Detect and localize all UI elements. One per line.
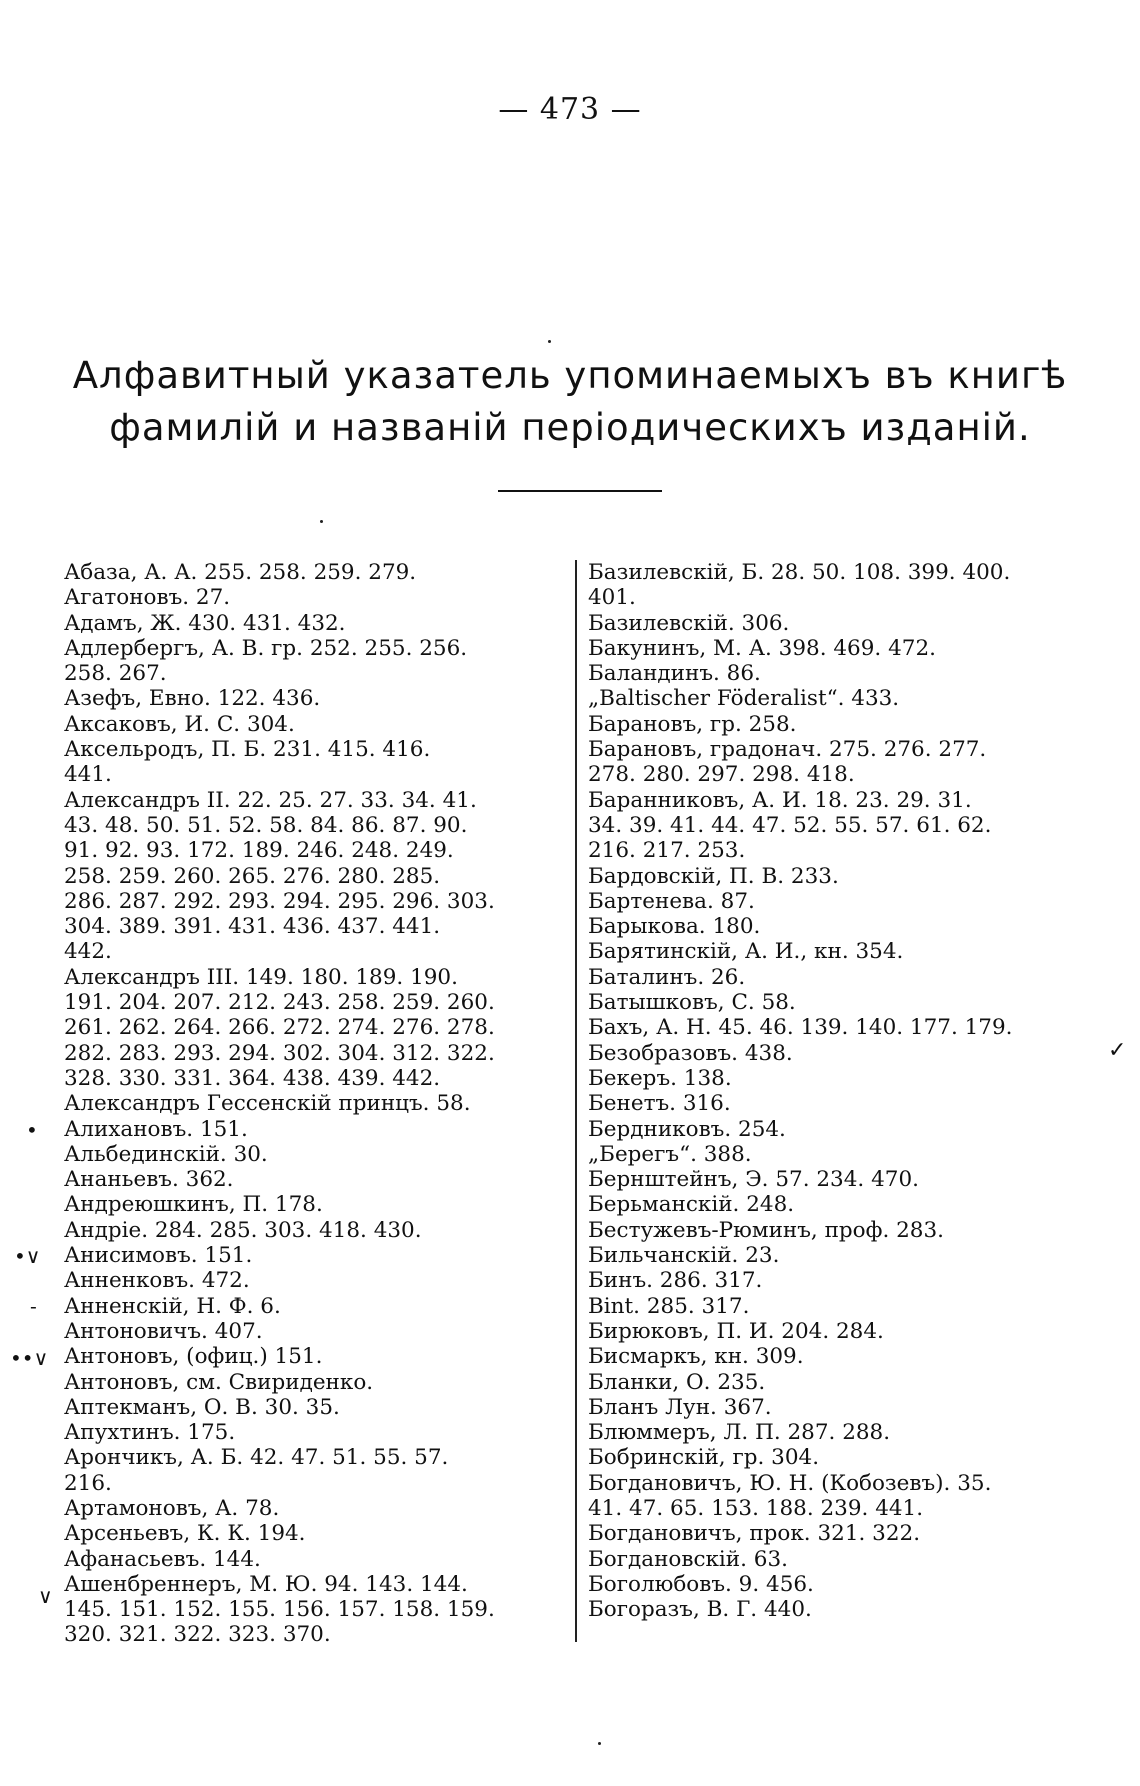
index-entry: Бердниковъ. 254. (588, 1116, 786, 1142)
index-entry: Алихановъ. 151. (64, 1116, 248, 1142)
index-entry: „Baltischer Föderalist“. 433. (588, 686, 900, 712)
index-entry: Базилевскій. 306. (588, 610, 790, 636)
index-entry: 320. 321. 322. 323. 370. (64, 1622, 331, 1648)
index-entry: Арсеньевъ, К. К. 194. (64, 1521, 306, 1547)
index-entry: Александръ II. 22. 25. 27. 33. 34. 41. (64, 787, 477, 813)
index-entry: 34. 39. 41. 44. 47. 52. 55. 57. 61. 62. (588, 812, 992, 838)
index-entry: Александръ Гессенскій принцъ. 58. (64, 1091, 471, 1117)
index-entry: 282. 283. 293. 294. 302. 304. 312. 322. (64, 1040, 495, 1066)
index-entry: Берьманскій. 248. (588, 1192, 795, 1218)
index-entry: Бобринскій, гр. 304. (588, 1445, 820, 1471)
margin-mark: ••∨ (10, 1346, 49, 1370)
index-entry: 191. 204. 207. 212. 243. 258. 259. 260. (64, 990, 495, 1016)
index-entry: Анненскій, Н. Ф. 6. (64, 1293, 281, 1319)
index-entry: Богдановичъ, прок. 321. 322. (588, 1521, 921, 1547)
scan-speck (320, 520, 323, 523)
index-entry: Бенетъ. 316. (588, 1091, 731, 1117)
index-entry: Бестужевъ-Рюминъ, проф. 283. (588, 1217, 944, 1243)
index-entry: 216. (64, 1470, 112, 1496)
index-entry: Барановъ, гр. 258. (588, 711, 797, 737)
index-entry: Барыкова. 180. (588, 914, 761, 940)
index-entry: Bint. 285. 317. (588, 1293, 750, 1319)
index-entry: Андріе. 284. 285. 303. 418. 430. (64, 1217, 422, 1243)
index-entry: Афанасьевъ. 144. (64, 1546, 261, 1572)
index-entry: 286. 287. 292. 293. 294. 295. 296. 303. (64, 888, 495, 914)
title-line-2: фамилій и названій періодическихъ изданій. (109, 406, 1031, 449)
index-entry: Азефъ, Евно. 122. 436. (64, 686, 321, 712)
index-entry: Барановъ, градонач. 275. 276. 277. (588, 737, 987, 763)
index-entry: Ашенбреннеръ, М. Ю. 94. 143. 144. (64, 1571, 468, 1597)
index-entry: Артамоновъ, А. 78. (64, 1495, 280, 1521)
index-entry: Бахъ, А. Н. 45. 46. 139. 140. 177. 179. (588, 1015, 1013, 1041)
index-entry: Бильчанскій. 23. (588, 1243, 780, 1269)
index-entry: 41. 47. 65. 153. 188. 239. 441. (588, 1495, 924, 1521)
index-entry: Баталинъ. 26. (588, 964, 746, 990)
index-entry: Бардовскій, П. В. 233. (588, 863, 839, 889)
index-entry: Адлербергъ, А. В. гр. 252. 255. 256. (64, 635, 468, 661)
index-entry: Апухтинъ. 175. (64, 1420, 236, 1446)
index-entry: Александръ III. 149. 180. 189. 190. (64, 964, 458, 990)
index-entry: Бисмаркъ, кн. 309. (588, 1344, 804, 1370)
index-entry: Ананьевъ. 362. (64, 1167, 234, 1193)
index-entry: 401. (588, 585, 636, 611)
index-entry: Богоразъ, В. Г. 440. (588, 1597, 812, 1623)
index-entry: Аптекманъ, О. В. 30. 35. (64, 1394, 340, 1420)
index-entry: Безобразовъ. 438. (588, 1040, 793, 1066)
column-divider (575, 560, 577, 1642)
index-entry: Абаза, А. А. 255. 258. 259. 279. (64, 560, 417, 585)
index-entry: Бернштейнъ, Э. 57. 234. 470. (588, 1167, 919, 1193)
scan-speck (548, 340, 551, 343)
index-entry: Баранниковъ, А. И. 18. 23. 29. 31. (588, 787, 972, 813)
index-entry: Андреюшкинъ, П. 178. (64, 1192, 323, 1218)
index-entry: 258. 259. 260. 265. 276. 280. 285. (64, 863, 441, 889)
index-column-right (588, 560, 1098, 1622)
index-entry: Баландинъ. 86. (588, 661, 761, 687)
page-title (0, 350, 1140, 454)
margin-mark: ✓ (1108, 1038, 1127, 1063)
index-entry: Бартенева. 87. (588, 888, 755, 914)
title-line-1: Алфавитный указатель упоминаемыхъ въ книгѣ (72, 354, 1068, 397)
index-entry: Аксельродъ, П. Б. 231. 415. 416. (64, 737, 431, 763)
index-entry: 145. 151. 152. 155. 156. 157. 158. 159. (64, 1597, 495, 1623)
index-entry: 328. 330. 331. 364. 438. 439. 442. (64, 1065, 441, 1091)
index-entry: Агатоновъ. 27. (64, 585, 231, 611)
page-number: — 473 — (498, 92, 642, 127)
index-entry: Аксаковъ, И. С. 304. (64, 711, 295, 737)
index-entry: Бланъ Лун. 367. (588, 1394, 772, 1420)
index-entry: 441. (64, 762, 112, 788)
index-entry: 304. 389. 391. 431. 436. 437. 441. (64, 914, 441, 940)
index-entry: Антоновичъ. 407. (64, 1318, 263, 1344)
index-entry: Боголюбовъ. 9. 456. (588, 1571, 814, 1597)
margin-mark: ∨ (38, 1584, 53, 1608)
index-entry: 278. 280. 297. 298. 418. (588, 762, 855, 788)
index-entry: Альбединскій. 30. (64, 1141, 268, 1167)
index-column-left (64, 560, 564, 1648)
index-entry: Богдановскій. 63. (588, 1546, 788, 1572)
margin-mark: - (30, 1294, 37, 1318)
scan-speck (598, 1742, 601, 1745)
index-entry: Анненковъ. 472. (64, 1268, 250, 1294)
title-rule (498, 490, 662, 492)
index-entry: 43. 48. 50. 51. 52. 58. 84. 86. 87. 90. (64, 812, 468, 838)
index-entry: 91. 92. 93. 172. 189. 246. 248. 249. (64, 838, 454, 864)
index-entry: Блюммеръ, Л. П. 287. 288. (588, 1420, 891, 1446)
index-entry: Бланки, О. 235. (588, 1369, 766, 1395)
index-entry: Бинъ. 286. 317. (588, 1268, 763, 1294)
index-entry: Антоновъ, см. Свириденко. (64, 1369, 374, 1395)
index-entry: Батышковъ, С. 58. (588, 990, 796, 1016)
index-entry: Барятинскій, А. И., кн. 354. (588, 939, 904, 965)
index-entry: Анисимовъ. 151. (64, 1243, 253, 1269)
index-entry: 442. (64, 939, 112, 965)
index-entry: Бакунинъ, М. А. 398. 469. 472. (588, 635, 936, 661)
index-entry: 258. 267. (64, 661, 167, 687)
index-entry: Арончикъ, А. Б. 42. 47. 51. 55. 57. (64, 1445, 449, 1471)
index-entry: Богдановичъ, Ю. Н. (Кобозевъ). 35. (588, 1470, 992, 1496)
margin-mark: • (26, 1118, 38, 1142)
index-entry: 261. 262. 264. 266. 272. 274. 276. 278. (64, 1015, 495, 1041)
index-entry: „Берегъ“. 388. (588, 1141, 752, 1167)
index-entry: 216. 217. 253. (588, 838, 746, 864)
index-entry: Бекеръ. 138. (588, 1065, 732, 1091)
index-entry: Адамъ, Ж. 430. 431. 432. (64, 610, 346, 636)
index-entry: Бирюковъ, П. И. 204. 284. (588, 1318, 884, 1344)
index-entry: Антоновъ, (офиц.) 151. (64, 1344, 323, 1370)
index-entry: Базилевскій, Б. 28. 50. 108. 399. 400. (588, 560, 1011, 585)
margin-mark: •∨ (14, 1244, 41, 1268)
